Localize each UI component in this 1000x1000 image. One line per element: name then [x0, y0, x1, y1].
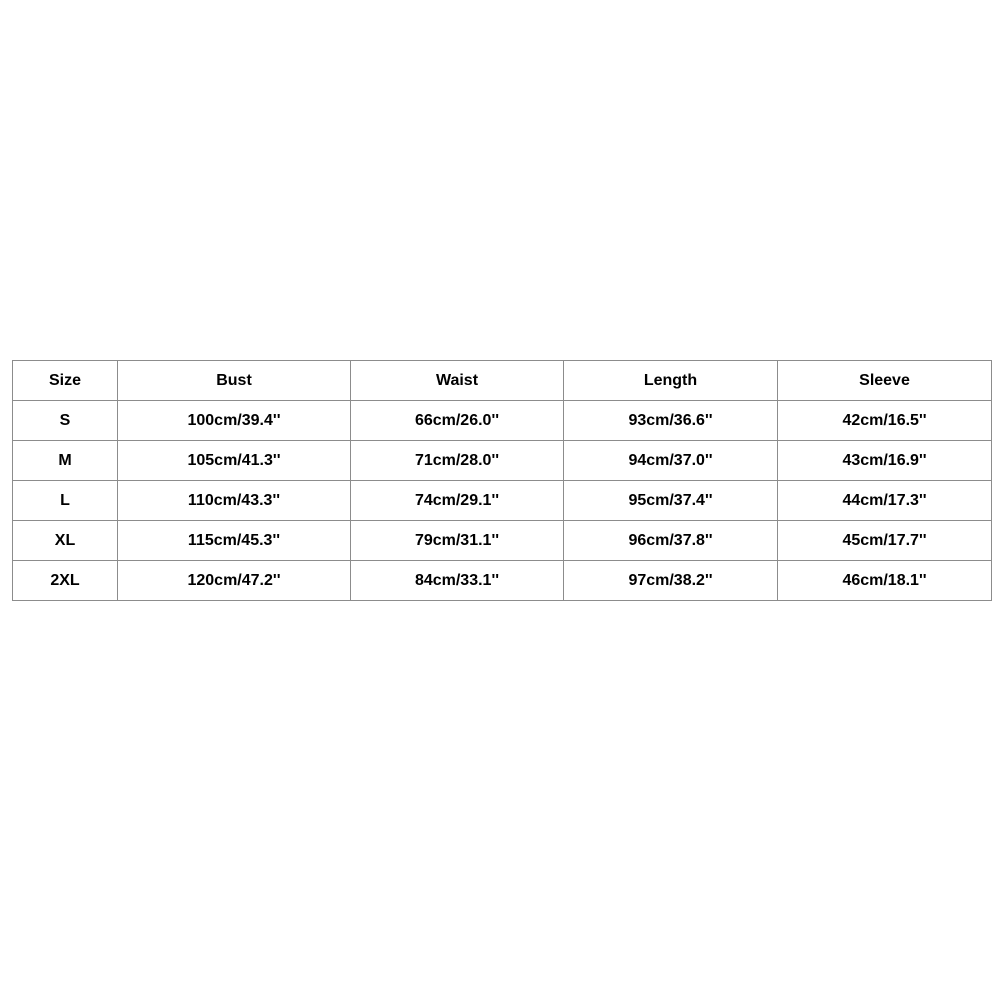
table-row — [13, 401, 992, 441]
cell-bust: 110cm/43.3'' — [118, 481, 351, 521]
cell-bust: 100cm/39.4'' — [118, 401, 351, 441]
cell-size: S — [13, 401, 118, 441]
header-sleeve: Sleeve — [778, 361, 992, 401]
header-size: Size — [13, 361, 118, 401]
cell-bust: 120cm/47.2'' — [118, 561, 351, 601]
size-chart-table — [12, 360, 992, 601]
cell-waist: 71cm/28.0'' — [351, 441, 564, 481]
cell-sleeve: 43cm/16.9'' — [778, 441, 992, 481]
cell-size: L — [13, 481, 118, 521]
cell-bust: 105cm/41.3'' — [118, 441, 351, 481]
cell-length: 96cm/37.8'' — [564, 521, 778, 561]
cell-waist: 74cm/29.1'' — [351, 481, 564, 521]
table-row — [13, 561, 992, 601]
cell-length: 94cm/37.0'' — [564, 441, 778, 481]
cell-bust: 115cm/45.3'' — [118, 521, 351, 561]
header-length: Length — [564, 361, 778, 401]
cell-size: XL — [13, 521, 118, 561]
header-waist: Waist — [351, 361, 564, 401]
header-row — [13, 361, 992, 401]
header-bust: Bust — [118, 361, 351, 401]
table-row — [13, 441, 992, 481]
cell-size: M — [13, 441, 118, 481]
cell-waist: 66cm/26.0'' — [351, 401, 564, 441]
cell-sleeve: 46cm/18.1'' — [778, 561, 992, 601]
cell-waist: 84cm/33.1'' — [351, 561, 564, 601]
cell-waist: 79cm/31.1'' — [351, 521, 564, 561]
cell-length: 93cm/36.6'' — [564, 401, 778, 441]
cell-length: 97cm/38.2'' — [564, 561, 778, 601]
cell-length: 95cm/37.4'' — [564, 481, 778, 521]
table-row — [13, 521, 992, 561]
cell-size: 2XL — [13, 561, 118, 601]
table-row — [13, 481, 992, 521]
cell-sleeve: 44cm/17.3'' — [778, 481, 992, 521]
cell-sleeve: 42cm/16.5'' — [778, 401, 992, 441]
cell-sleeve: 45cm/17.7'' — [778, 521, 992, 561]
